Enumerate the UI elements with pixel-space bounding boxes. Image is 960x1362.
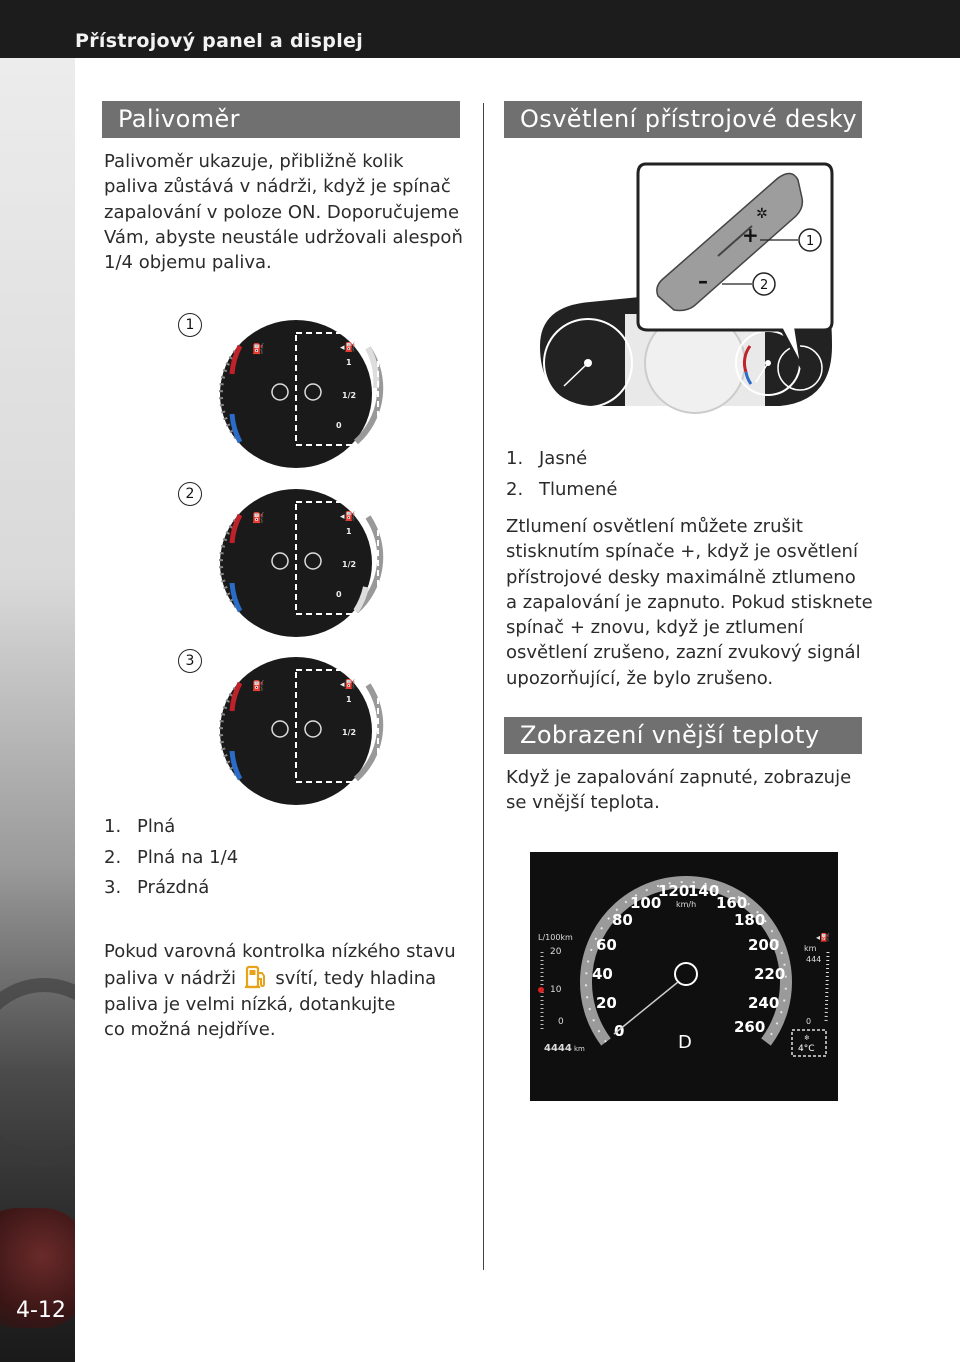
svg-text:60: 60 — [596, 936, 617, 954]
svg-text:◂⛽: ◂⛽ — [340, 343, 356, 353]
section-heading-temperature: Zobrazení vnější teploty — [504, 717, 862, 754]
svg-text:10: 10 — [550, 985, 562, 995]
list-item — [506, 475, 618, 506]
svg-text:0: 0 — [336, 590, 342, 599]
svg-text:◂⛽: ◂⛽ — [816, 933, 830, 942]
list-item-number: 2. — [506, 478, 524, 500]
svg-text:20: 20 — [550, 947, 562, 957]
section-heading-illumination: Osvětlení přístrojové desky — [504, 101, 862, 138]
svg-text:⛽: ⛽ — [252, 513, 265, 524]
temperature-body — [506, 765, 851, 816]
svg-text:160: 160 — [716, 894, 748, 912]
list-item-number: 3. — [104, 877, 122, 898]
fuel-intro-line: Palivoměr ukazuje, přibližně kolik — [104, 151, 404, 172]
fuel-level-list — [104, 812, 238, 904]
fuel-intro-line: paliva zůstává v nádrži, když je spínač — [104, 176, 451, 198]
list-item-label: Plná — [137, 816, 176, 837]
fuel-intro — [104, 149, 463, 275]
list-item — [104, 812, 238, 843]
svg-text:km/h: km/h — [676, 900, 697, 909]
svg-text:km: km — [574, 1045, 585, 1053]
list-item — [104, 873, 238, 904]
list-item-number: 2. — [104, 846, 122, 868]
fuel-pump-icon — [244, 964, 268, 990]
warning-line: paliva v nádrži — [104, 968, 236, 990]
section-heading-fuel: Palivoměr — [102, 101, 460, 138]
body-line: upozorňující, že bylo zrušeno. — [506, 667, 774, 689]
svg-text:240: 240 — [748, 994, 780, 1012]
instrument-cluster-diagram — [530, 156, 842, 418]
svg-text:L/100km: L/100km — [538, 933, 573, 942]
illumination-list — [506, 444, 618, 505]
list-item-number: 1. — [506, 448, 524, 469]
illumination-body — [506, 514, 873, 691]
svg-text:D: D — [678, 1032, 692, 1053]
list-item — [506, 444, 618, 475]
svg-text:0: 0 — [614, 1022, 625, 1040]
fuel-gauge-empty — [218, 655, 386, 807]
fuel-warning-text — [104, 939, 456, 1042]
warning-line: svítí, tedy hladina — [275, 968, 437, 990]
list-item-label: Tlumené — [539, 478, 618, 500]
svg-text:200: 200 — [748, 936, 780, 954]
svg-text:0: 0 — [558, 1017, 564, 1027]
list-item — [104, 843, 238, 874]
list-item-label: Prázdná — [137, 877, 210, 898]
svg-text:+: + — [742, 223, 759, 247]
fuel-intro-line: 1/4 objemu paliva. — [104, 252, 272, 274]
svg-text:260: 260 — [734, 1018, 766, 1036]
svg-text:0: 0 — [806, 1017, 812, 1026]
callout-3: 3 — [178, 649, 202, 673]
svg-text:180: 180 — [734, 911, 766, 929]
svg-text:1: 1 — [346, 358, 352, 367]
body-line: přístrojové desky maximálně ztlumeno — [506, 566, 856, 588]
svg-text:❄: ❄ — [804, 1034, 810, 1042]
body-line: Ztlumení osvětlení můžete zrušit — [506, 516, 803, 537]
sidebar-photo — [0, 58, 75, 1362]
svg-text:444: 444 — [806, 955, 822, 964]
callout-2: 2 — [178, 482, 202, 506]
callout-1: 1 — [178, 313, 202, 337]
warning-line: Pokud varovná kontrolka nízkého stavu — [104, 941, 456, 962]
svg-text:⛽: ⛽ — [252, 681, 265, 692]
body-line: spínač + znovu, když je ztlumení — [506, 617, 804, 639]
svg-text:1/2: 1/2 — [342, 560, 357, 569]
svg-text:20: 20 — [596, 994, 617, 1012]
svg-text:220: 220 — [754, 965, 786, 983]
fuel-gauge-quarter — [218, 487, 386, 639]
list-item-label: Jasné — [539, 448, 588, 469]
svg-text:⛽: ⛽ — [252, 344, 265, 355]
list-item-label: Plná na 1/4 — [137, 846, 239, 868]
body-line: Když je zapalování zapnuté, zobrazuje — [506, 767, 852, 788]
svg-text:1/2: 1/2 — [342, 728, 357, 737]
warning-line: co možná nejdříve. — [104, 1018, 276, 1040]
steering-wheel-shape — [0, 978, 75, 1166]
svg-text:1/2: 1/2 — [342, 391, 357, 400]
svg-text:km: km — [804, 944, 817, 953]
svg-text:120: 120 — [658, 882, 690, 900]
body-line: a zapalování je zapnuto. Pokud stisknete — [506, 591, 873, 613]
svg-text:4°C: 4°C — [798, 1044, 815, 1054]
page-header — [0, 0, 960, 58]
svg-text:0: 0 — [336, 421, 342, 430]
speedometer-photo — [530, 852, 838, 1101]
warning-line: paliva je velmi nízká, dotankujte — [104, 993, 396, 1015]
fuel-gauge-full — [218, 318, 386, 470]
svg-text:40: 40 — [592, 965, 613, 983]
page-number: 4-12 — [16, 1298, 66, 1323]
body-line: se vnější teplota. — [506, 792, 660, 814]
svg-text:2: 2 — [760, 278, 769, 293]
svg-text:140: 140 — [688, 882, 720, 900]
svg-text:80: 80 — [612, 911, 633, 929]
list-item-number: 1. — [104, 816, 122, 837]
svg-text:◂⛽: ◂⛽ — [340, 512, 356, 522]
svg-text:✲: ✲ — [756, 206, 768, 222]
column-divider — [483, 103, 484, 1270]
svg-text:1: 1 — [806, 234, 815, 249]
fuel-intro-line: Vám, abyste neustále udržovali alespoň — [104, 226, 463, 248]
svg-text:–: – — [698, 269, 708, 293]
svg-text:100: 100 — [630, 894, 662, 912]
svg-text:1: 1 — [346, 527, 352, 536]
speedometer-graphic — [530, 852, 838, 1101]
body-line: osvětlení zrušeno, zazní zvukový signál — [506, 642, 861, 664]
svg-text:4444: 4444 — [544, 1043, 572, 1054]
svg-text:1: 1 — [346, 695, 352, 704]
chapter-title: Přístrojový panel a displej — [75, 30, 364, 52]
body-line: stisknutím spínače +, když je osvětlení — [506, 541, 858, 563]
fuel-intro-line: zapalování v poloze ON. Doporučujeme — [104, 201, 460, 223]
svg-text:◂⛽: ◂⛽ — [340, 680, 356, 690]
